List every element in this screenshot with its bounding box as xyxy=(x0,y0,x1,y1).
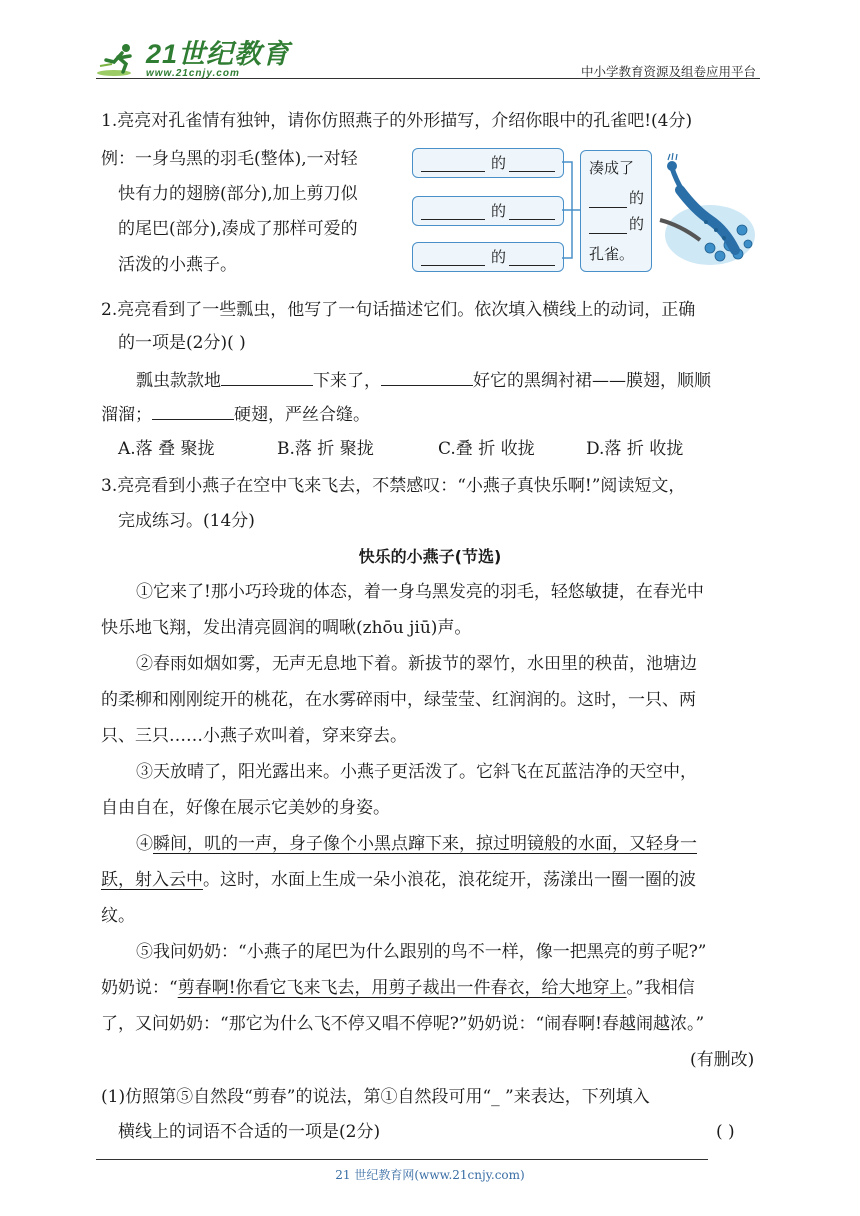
result-box xyxy=(580,150,652,272)
q2-prompt-line-1: 2.亮亮看到了一些瓢虫，他写了一句话描述它们。依次填入横线上的动词，正确 xyxy=(101,300,696,320)
bracket-connector xyxy=(562,150,582,270)
passage-p2-line-1: ②春雨如烟如雾，无声无息地下着。新拔节的翠竹，水田里的秧苗，池塘边 xyxy=(136,654,697,674)
passage-p2-line-2: 的柔柳和刚刚绽开的桃花，在水雾碎雨中，绿莹莹、红润润的。这时，一只、两 xyxy=(101,690,696,710)
q2-option-b[interactable]: B.落 折 聚拢 xyxy=(277,439,374,459)
q1-example-line-2: 快有力的翅膀(部分),加上剪刀似 xyxy=(118,184,358,204)
logo-url: www.21cnjy.com xyxy=(146,68,240,79)
passage-p2-line-3: 只、三只……小燕子欢叫着，穿来穿去。 xyxy=(101,726,407,746)
passage-p4-line-3: 纹。 xyxy=(101,906,135,926)
passage-p1-line-2: 快乐地飞翔，发出清亮圆润的啁啾(zhōu jiū)声。 xyxy=(101,618,472,638)
passage-source-note: (有删改) xyxy=(690,1050,755,1070)
q1-example-line-3: 的尾巴(部分),凑成了那样可爱的 xyxy=(118,219,358,239)
q3-prompt-line-1: 3.亮亮看到小燕子在空中飞来飞去，不禁感叹：“小燕子真快乐啊!”阅读短文， xyxy=(101,476,686,496)
footer-text: 21 世纪教育网(www.21cnjy.com) xyxy=(335,1168,525,1182)
p5-rest: 。”我相信 xyxy=(626,978,695,998)
q2-blank-2[interactable] xyxy=(381,369,473,386)
result-blank-1[interactable] xyxy=(589,191,627,208)
peacock-illustration xyxy=(650,150,760,270)
q1-example-line-4: 活泼的小燕子。 xyxy=(118,255,237,275)
de-label-2: 的 xyxy=(491,202,507,220)
q2-s2a: 溜溜； xyxy=(101,405,152,425)
runner-logo-icon xyxy=(96,42,142,78)
blank-3b[interactable] xyxy=(509,249,555,266)
q2-s1b: 下来了， xyxy=(313,371,381,391)
p5-underlined: 剪春啊!你看它飞来飞去，用剪子裁出一件春衣，给大地穿上 xyxy=(177,978,627,998)
passage-p5-line-3: 了，又问奶奶：“那它为什么飞不停又唱不停呢?”奶奶说：“闹春啊!春越闹越浓。” xyxy=(101,1014,705,1034)
q1-example-line-1: 例：一身乌黑的羽毛(整体),一对轻 xyxy=(101,149,358,169)
q3-sub1-line-2: 横线上的词语不合适的一项是(2分) xyxy=(118,1122,381,1142)
passage-title: 快乐的小燕子(节选) xyxy=(358,547,502,566)
platform-name: 中小学教育资源及组卷应用平台 xyxy=(580,65,756,79)
p4-underlined-1: 瞬间，叽的一声，身子像个小黑点蹿下来，掠过明镜般的水面，又轻身一 xyxy=(153,834,697,854)
passage-p5-line-1: ⑤我问奶奶：“小燕子的尾巴为什么跟别的鸟不一样，像一把黑亮的剪子呢?” xyxy=(136,942,707,962)
q1-prompt: 1.亮亮对孔雀情有独钟，请你仿照燕子的外形描写，介绍你眼中的孔雀吧!(4分) xyxy=(101,111,693,131)
q2-s2b: 硬翅，严丝合缝。 xyxy=(234,405,370,425)
passage-p4-line-1 xyxy=(136,833,697,855)
answer-box-3[interactable] xyxy=(412,242,564,272)
passage-p5-line-2 xyxy=(101,977,695,999)
p4-underlined-2: 跃，射入云中 xyxy=(101,870,203,890)
q2-blank-3[interactable] xyxy=(152,403,234,420)
blank-3a[interactable] xyxy=(421,249,485,266)
q2-s1c: 好它的黑绸衬裙——膜翅，顺顺 xyxy=(473,371,711,391)
result-blank-2[interactable] xyxy=(589,217,627,234)
q2-option-c[interactable]: C.叠 折 收拢 xyxy=(438,439,535,459)
q3-sub1-line-1: (1)仿照第⑤自然段“剪春”的说法，第①自然段可用“_ ”来表达，下列填入 xyxy=(101,1087,650,1107)
q2-blank-1[interactable] xyxy=(221,369,313,386)
blank-2b[interactable] xyxy=(509,203,555,220)
blank-2a[interactable] xyxy=(421,203,485,220)
answer-box-1[interactable] xyxy=(412,148,564,178)
passage-p4-line-2 xyxy=(101,869,696,891)
de-label-1: 的 xyxy=(491,154,507,172)
logo-title: 21世纪教育 xyxy=(146,39,291,69)
passage-p3-line-1: ③天放晴了，阳光露出来。小燕子更活泼了。它斜飞在瓦蓝洁净的天空中， xyxy=(136,762,697,782)
header-divider xyxy=(96,78,760,79)
q2-prompt-line-2: 的一项是(2分)( ) xyxy=(118,333,246,353)
p5-pre: 奶奶说：“ xyxy=(101,978,178,998)
blank-1a[interactable] xyxy=(421,155,485,172)
answer-box-2[interactable] xyxy=(412,196,564,226)
result-line-1: 凑成了 xyxy=(589,159,635,177)
q2-option-d[interactable]: D.落 折 收拢 xyxy=(586,439,684,459)
p4-marker: ④ xyxy=(136,834,153,854)
q3-sub1-answer-paren[interactable]: ( ) xyxy=(716,1122,735,1142)
blank-1b[interactable] xyxy=(509,155,555,172)
q2-sentence-line-1 xyxy=(136,369,711,392)
q2-s1a: 瓢虫款款地 xyxy=(136,371,221,391)
p4-rest: 。这时，水面上生成一朵小浪花，浪花绽开，荡漾出一圈一圈的波 xyxy=(203,870,696,890)
passage-p3-line-2: 自由自在，好像在展示它美妙的身姿。 xyxy=(101,798,390,818)
result-line-4: 孔雀。 xyxy=(589,245,635,263)
footer-divider xyxy=(96,1159,708,1160)
result-line-3: 的 xyxy=(629,215,645,233)
site-logo xyxy=(96,40,290,79)
q2-option-a[interactable]: A.落 叠 聚拢 xyxy=(118,439,215,459)
q3-prompt-line-2: 完成练习。(14分) xyxy=(118,511,255,531)
result-line-2: 的 xyxy=(629,189,645,207)
passage-p1-line-1: ①它来了!那小巧玲珑的体态，着一身乌黑发亮的羽毛，轻悠敏捷，在春光中 xyxy=(136,582,704,602)
de-label-3: 的 xyxy=(491,248,507,266)
q2-sentence-line-2 xyxy=(101,403,370,426)
